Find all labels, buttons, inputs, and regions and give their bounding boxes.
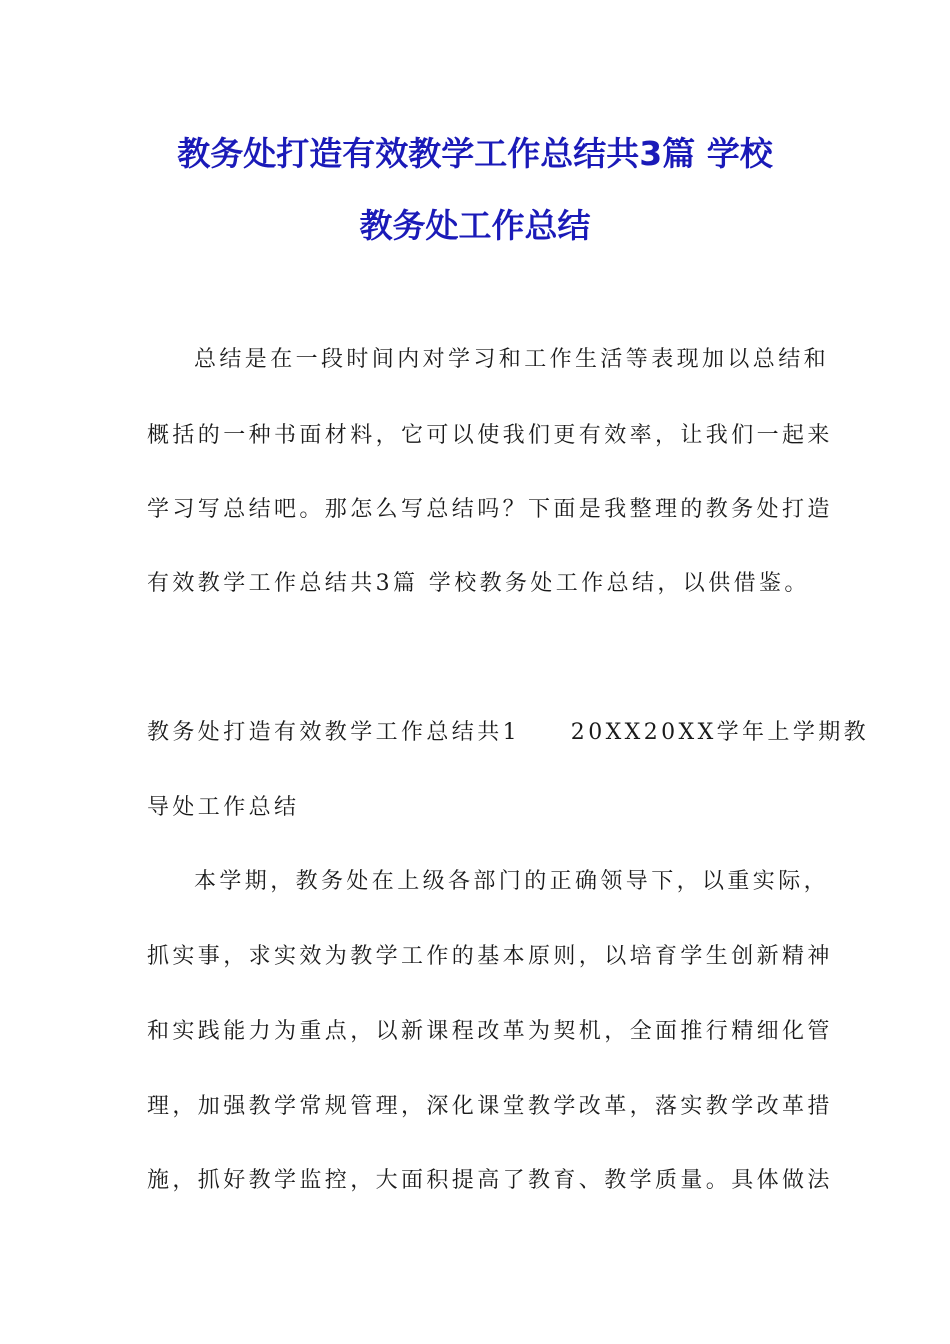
body-line: 抓实事，求实效为教学工作的基本原则，以培育学生创新精神	[147, 944, 833, 969]
section-heading-line: 导处工作总结	[147, 795, 300, 820]
document-title-line-1: 教务处打造有效教学工作总结共3篇 学校	[177, 134, 773, 173]
intro-line: 有效教学工作总结共3篇 学校教务处工作总结，以供借鉴。	[147, 571, 810, 596]
section-heading-line: 教务处打造有效教学工作总结共1 20XX20XX学年上学期教	[147, 720, 870, 745]
document-title-line-2: 教务处工作总结	[359, 206, 591, 245]
intro-line: 总结是在一段时间内对学习和工作生活等表现加以总结和	[194, 347, 830, 372]
body-line: 和实践能力为重点，以新课程改革为契机，全面推行精细化管	[147, 1019, 833, 1044]
body-line: 本学期，教务处在上级各部门的正确领导下，以重实际，	[194, 869, 830, 894]
body-line: 施，抓好教学监控，大面积提高了教育、教学质量。具体做法	[147, 1168, 833, 1193]
intro-line: 概括的一种书面材料，它可以使我们更有效率，让我们一起来	[147, 423, 833, 448]
intro-line: 学习写总结吧。那怎么写总结吗？下面是我整理的教务处打造	[147, 497, 833, 522]
body-line: 理，加强教学常规管理，深化课堂教学改革，落实教学改革措	[147, 1094, 833, 1119]
